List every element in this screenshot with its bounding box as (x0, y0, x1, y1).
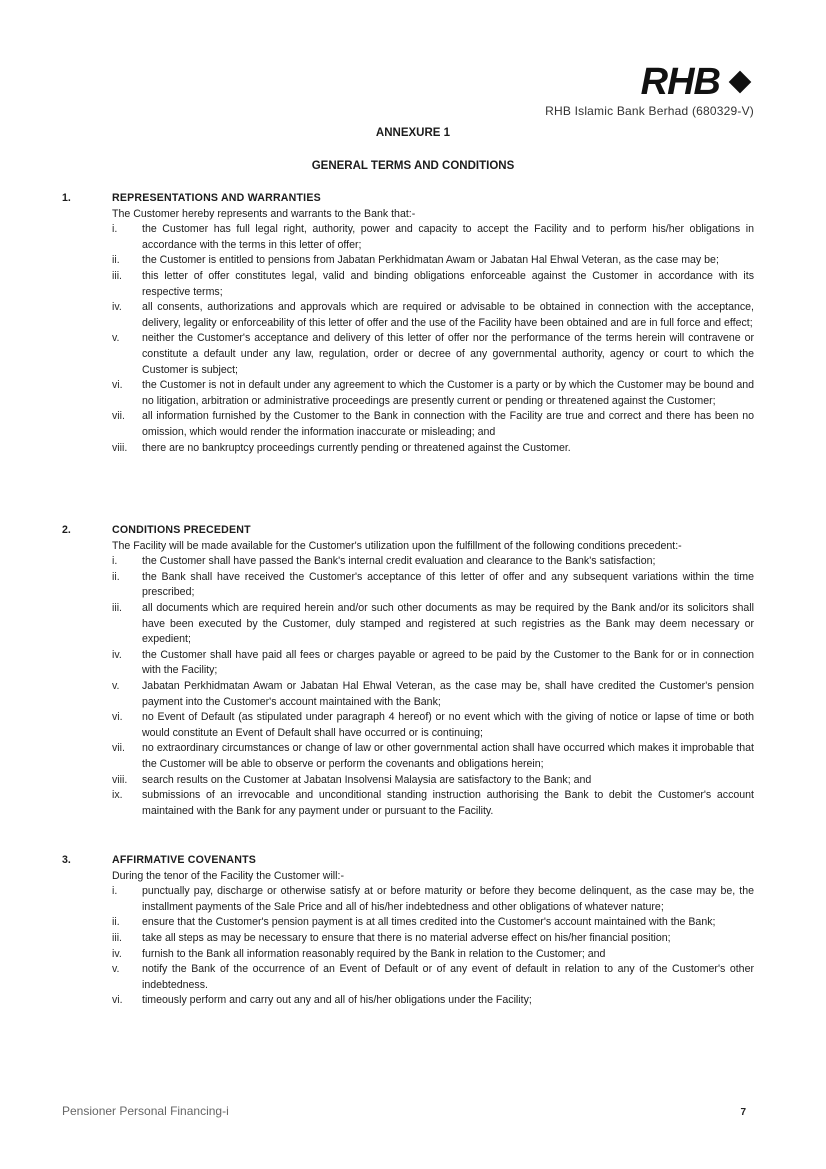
clause-item (112, 331, 754, 378)
clause-number: vii. (112, 410, 125, 423)
section-title: CONDITIONS PRECEDENT (112, 524, 251, 536)
clause-text: the Customer shall have passed the Bank's internal credit evaluation and clearance to the Bank's satisfaction; (142, 555, 656, 568)
clause-item (112, 300, 754, 331)
clause-text: Jabatan Perkhidmatan Awam or Jabatan Hal Ehwal Veteran, as the case may be, shall have credited the Customer's pension payment into the Customer's account maintained with the Bank; (142, 679, 754, 708)
clause-item (112, 648, 754, 679)
clause-number: viii. (112, 441, 128, 454)
diamond-icon (729, 71, 752, 94)
clause-item (112, 441, 754, 457)
footer-product-name: Pensioner Personal Financing-i (62, 1104, 229, 1118)
clause-text: no Event of Default (as stipulated under paragraph 4 hereof) or no event which with the giving of notice or lapse of time or both would constitute an Event of Default shall have occurred or is continuing; (142, 711, 754, 739)
logo-wordmark: RHB (640, 61, 720, 103)
rhb-logo (524, 62, 754, 102)
clause-number: v. (112, 332, 120, 345)
clause-number: v. (112, 963, 120, 976)
clause-number: i. (112, 555, 118, 568)
clause-text: all documents which are required herein and/or such other documents as may be required by the Bank and/or its solicitors shall have been executed by the Customer, duly stamped and registered at such registries as the Bank may deem necessary or expedient; (142, 601, 754, 646)
clause-item (112, 570, 754, 601)
clause-item (112, 378, 754, 409)
entity-name: RHB Islamic Bank Berhad (680329-V) (545, 104, 754, 118)
clause-item (112, 788, 754, 819)
clause-number: ii. (112, 254, 120, 267)
document-title: GENERAL TERMS AND CONDITIONS (311, 160, 515, 172)
section-title: REPRESENTATIONS AND WARRANTIES (112, 192, 321, 204)
clause-item (112, 884, 754, 915)
clause-text: ensure that the Customer's pension payment is at all times credited into the Customer's account maintained with the Bank; (142, 916, 716, 929)
clause-number: ii. (112, 916, 120, 929)
clause-item (112, 554, 754, 570)
clause-item (112, 409, 754, 440)
clause-text: timeously perform and carry out any and all of his/her obligations under the Facility; (142, 994, 532, 1007)
clause-text: the Customer shall have paid all fees or charges payable or agreed to be paid by the Customer to the Bank for or in connection with the Facility; (142, 648, 754, 677)
clause-text: notify the Bank of the occurrence of an Event of Default or of any event of default in relation to any of the Customer's other indebtedness. (142, 963, 754, 991)
clause-text: submissions of an irrevocable and unconditional standing instruction authorising the Bank to debit the Customer's account maintained with the Bank for any payment under or pursuant to the Facility. (142, 789, 754, 817)
section-conditions-precedent (62, 523, 754, 819)
clause-number: ix. (112, 789, 123, 802)
clause-number: vi. (112, 379, 123, 392)
clause-text: no extraordinary circumstances or change of law or other governmental action shall have occurred which makes it improbable that the Customer will be able to observe or perform the covenants and obligations herein; (142, 742, 754, 770)
clause-number: iv. (112, 301, 122, 314)
clause-number: vii. (112, 742, 125, 755)
section-number: 3. (62, 854, 71, 866)
clause-item (112, 773, 754, 789)
clause-number: iii. (112, 269, 123, 282)
clause-text: the Customer is not in default under any agreement to which the Customer is a party or by which the Customer may be bound and no litigation, arbitration or administrative proceedings are presently current or pending or threatened against the Customer; (142, 379, 754, 407)
clause-number: vi. (112, 994, 123, 1007)
clause-list (112, 554, 754, 819)
section-representations (62, 191, 754, 456)
clause-item (112, 601, 754, 648)
clause-item (112, 269, 754, 300)
clause-item (112, 679, 754, 710)
clause-number: iv. (112, 947, 122, 960)
clause-number: v. (112, 679, 120, 692)
section-intro: The Facility will be made available for the Customer's utilization upon the fulfillment of the following conditions precedent:- (112, 539, 682, 552)
clause-text: the Bank shall have received the Customer's acceptance of this letter of offer and any subsequent variations within the time prescribed; (142, 570, 754, 599)
clause-text: search results on the Customer at Jabatan Insolvensi Malaysia are satisfactory to the Bank; and (142, 773, 592, 786)
clause-number: ii. (112, 570, 120, 583)
clause-item (112, 915, 754, 931)
section-title: AFFIRMATIVE COVENANTS (112, 854, 257, 866)
clause-text: neither the Customer's acceptance and delivery of this letter of offer nor the performance of the terms herein will contravene or constitute a default under any law, regulation, order or decree of any governmental authority, agency or court to which the Customer is subject; (142, 332, 754, 376)
bank-header (524, 62, 754, 118)
clause-text: all consents, authorizations and approvals which are required or advisable to be obtained in connection with the acceptance, delivery, legality or enforceability of this letter of offer and the use of the Facility have been obtained and are in full force and effect; (142, 301, 754, 329)
clause-item (112, 253, 754, 269)
clause-text: punctually pay, discharge or otherwise satisfy at or before maturity or before they become delinquent, as the case may be, the installment payments of the Sale Price and all of his/her indebtedness and other obligations of whatever nature; (142, 885, 754, 913)
clause-list (112, 222, 754, 456)
clause-text: furnish to the Bank all information reasonably required by the Bank in relation to the Customer; and (142, 947, 606, 960)
clause-number: vi. (112, 711, 123, 724)
clause-number: viii. (112, 773, 128, 786)
page-number: 7 (740, 1107, 746, 1118)
section-number: 1. (62, 192, 71, 204)
clause-text: there are no bankruptcy proceedings currently pending or threatened against the Customer. (142, 441, 571, 454)
clause-number: iv. (112, 648, 122, 661)
clause-item (112, 962, 754, 993)
clause-item (112, 710, 754, 741)
clause-text: all information furnished by the Customer to the Bank in connection with the Facility are true and correct and there has been no omission, which would render the information inaccurate or misleading; and (142, 410, 754, 438)
clause-text: this letter of offer constitutes legal, valid and binding obligations enforceable against the Customer in accordance with its respective terms; (142, 269, 754, 298)
clause-number: i. (112, 223, 118, 236)
clause-text: the Customer is entitled to pensions from Jabatan Perkhidmatan Awam or Jabatan Hal Ehwal Veteran, as the case may be; (142, 254, 719, 267)
clause-list (112, 884, 754, 1009)
clause-item (112, 931, 754, 947)
clause-text: the Customer has full legal right, authority, power and capacity to accept the Facility and to perform his/her obligations in accordance with the terms in this letter of offer; (142, 223, 754, 251)
clause-item (112, 993, 754, 1009)
section-affirmative-covenants (62, 853, 754, 1009)
clause-item (112, 222, 754, 253)
clause-number: i. (112, 885, 118, 898)
section-number: 2. (62, 524, 71, 536)
annexure-heading: ANNEXURE 1 (375, 127, 451, 139)
clause-number: iii. (112, 931, 123, 944)
clause-number: iii. (112, 601, 123, 614)
clause-text: take all steps as may be necessary to ensure that there is no material adverse effect on his/her financial position; (142, 931, 671, 944)
clause-item (112, 947, 754, 963)
clause-item (112, 741, 754, 772)
section-intro: The Customer hereby represents and warrants to the Bank that:- (112, 207, 416, 220)
section-intro: During the tenor of the Facility the Customer will:- (112, 869, 344, 882)
